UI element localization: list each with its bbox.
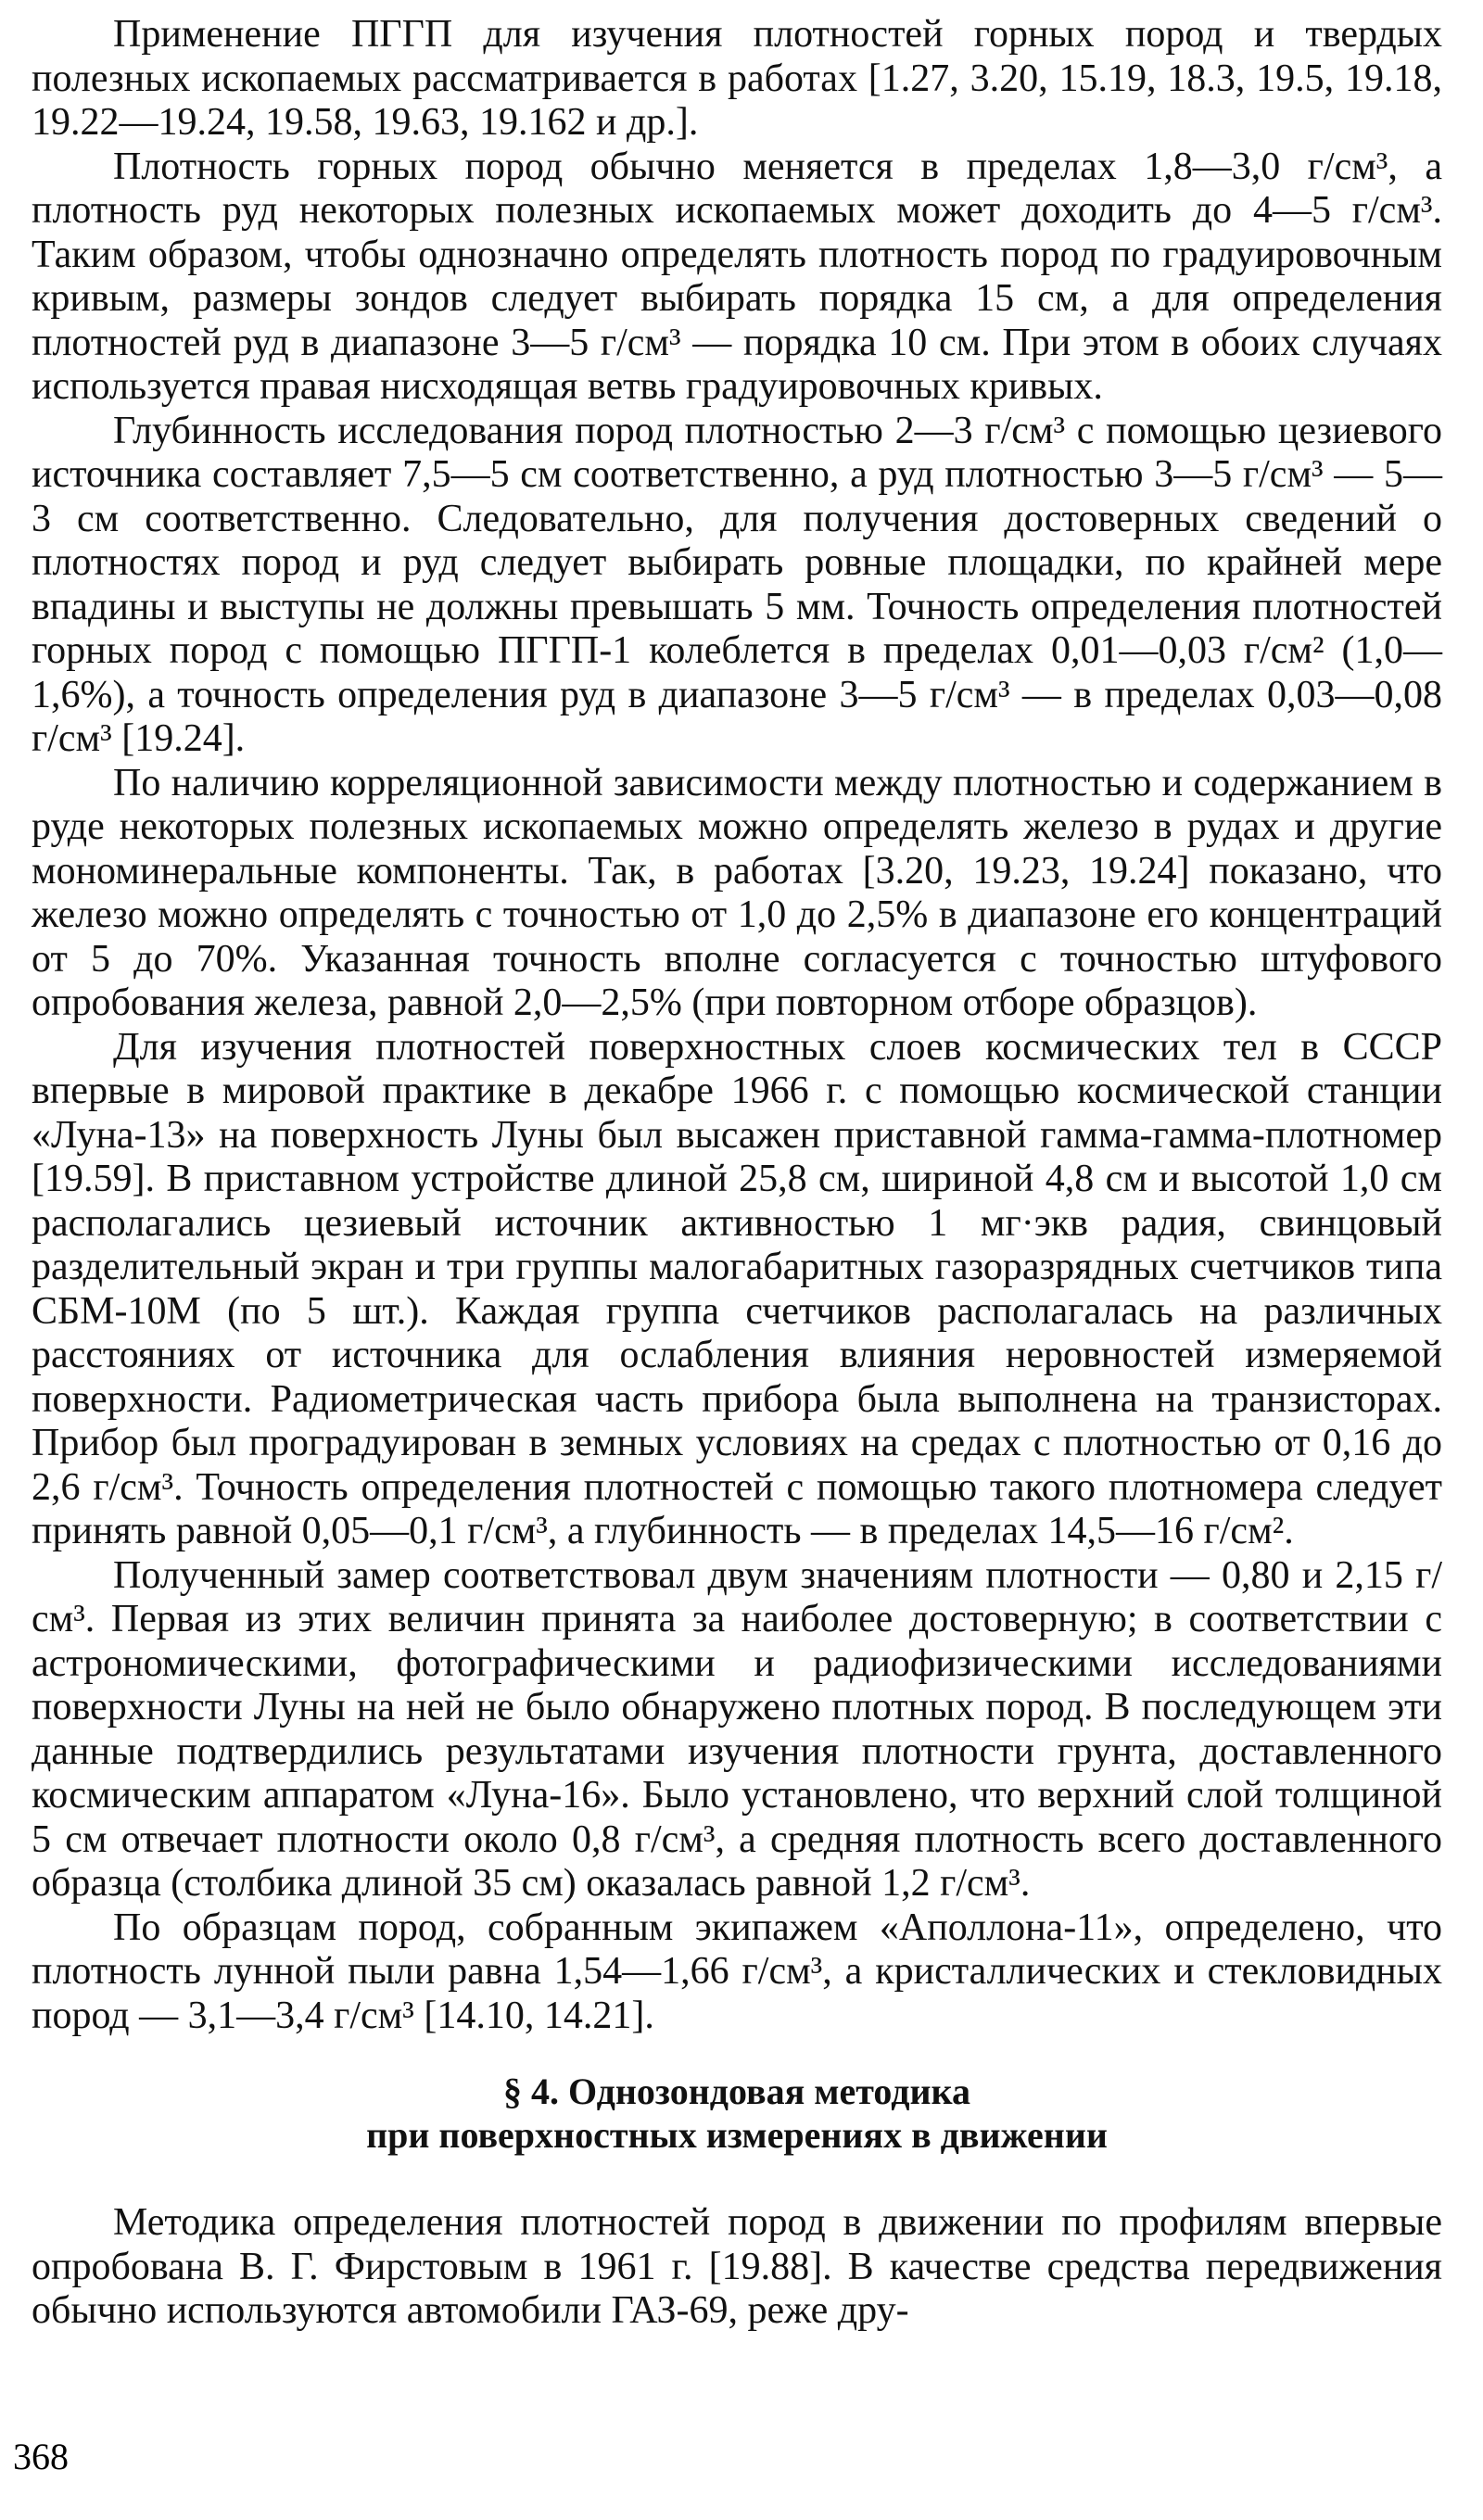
paragraph-luna-13-densimeter: Для изучения плотностей поверхностных слоев космических тел в СССР впервые в мировой практике в декабре 1966 г. с помощью космической станции «Луна-13» на поверхность Луны был высажен приставной гамма-гамма-плотномер [19.59]. В приставном устройстве длиной 25,8 см, шириной 4,8 см и высотой 1,0 см располагались цезиевый источник активностью 1 мг·экв радия, свинцовый разделительный экран и три группы малогабаритных газоразрядных счетчиков типа СБМ-10М (по 5 шт.). Каждая группа счетчиков располагалась на различных расстояниях от источника для ослабления влияния неровностей измеряемой поверхности. Радиометрическая часть прибора была выполнена на транзисторах. Прибор был проградуирован в земных условиях на средах с плотностью от 0,16 до 2,6 г/см³. Точность определения плотностей с помощью такого плотномера следует принять равной 0,05—0,1 г/см³, а глубинность — в пределах 14,5—16 г/см². [32,1025,1442,1552]
section-heading-line-1: § 4. Однозондовая методика [503,2070,970,2112]
paragraph-investigation-depth: Глубинность исследования пород плотностью 2—3 г/см³ с помощью цезиевого источника составляет 7,5—5 см соответственно, а руд плотностью 3—5 г/см³ — 5—3 см соответственно. Следовательно, для получения достоверных сведений о плотностях пород и руд следует выбирать ровные площадки, по крайней мере впадины и выступы не должны превышать 5 мм. Точность определения плотностей горных пород с помощью ПГГП-1 колеблется в пределах 0,01—0,03 г/см² (1,0—1,6%), а точность определения руд в диапазоне 3—5 г/см³ — в пределах 0,03—0,08 г/см³ [19.24]. [32,409,1442,760]
paragraph-rock-density-range: Плотность горных пород обычно меняется в пределах 1,8—3,0 г/см³, а плотность руд некоторых полезных ископаемых может доходить до 4—5 г/см³. Таким образом, чтобы однозначно определять плотность пород по градуировочным кривым, размеры зондов следует выбирать порядка 15 см, а для определения плотностей руд в диапазоне 3—5 г/см³ — порядка 10 см. При этом в обоих случаях используется правая нисходящая ветвь градуировочных кривых. [32,145,1442,408]
paragraph-apollo-11-samples: По образцам пород, собранным экипажем «Аполлона-11», определено, что плотность лунной пыли равна 1,54—1,66 г/см³, а кристаллических и стекловидных пород — 3,1—3,4 г/см³ [14.10, 14.21]. [32,1906,1442,2037]
section-heading-line-2: при поверхностных измерениях в движении [366,2114,1108,2156]
paragraph-pggp-application: Применение ПГГП для изучения плотностей горных пород и твердых полезных ископаемых рассматривается в работах [1.27, 3.20, 15.19, 18.3, 19.5, 19.18, 19.22—19.24, 19.58, 19.63, 19.162 и др.]. [32,13,1442,144]
book-page [32,13,1442,2506]
section-heading [32,2070,1442,2157]
paragraph-iron-correlation: По наличию корреляционной зависимости между плотностью и содержанием в руде некоторых полезных ископаемых можно определять железо в рудах и другие мономинеральные компоненты. Так, в работах [3.20, 19.23, 19.24] показано, что железо можно определять с точностью от 1,0 до 2,5% в диапазоне его концентраций от 5 до 70%. Указанная точность вполне согласуется с точностью штуфового опробования железа, равной 2,0—2,5% (при повторном отборе образцов). [32,761,1442,1024]
page-number: 368 [13,2436,69,2477]
paragraph-measurement-results: Полученный замер соответствовал двум значениям плотности — 0,80 и 2,15 г/см³. Первая из этих величин принята за наиболее достоверную; в соответствии с астрономическими, фотографическими и радиофизическими исследованиями поверхности Луны на ней не было обнаружено плотных пород. В последующем эти данные подтвердились результатами изучения плотности грунта, доставленного космическим аппаратом «Луна-16». Было установлено, что верхний слой толщиной 5 см отвечает плотности около 0,8 г/см³, а средняя плотность всего доставленного образца (столбика длиной 35 см) оказалась равной 1,2 г/см³. [32,1553,1442,1905]
paragraph-moving-method: Методика определения плотностей пород в движении по профилям впервые опробована В. Г. Фирстовым в 1961 г. [19.88]. В качестве средства передвижения обычно используются автомобили ГАЗ-69, реже дру- [32,2201,1442,2332]
